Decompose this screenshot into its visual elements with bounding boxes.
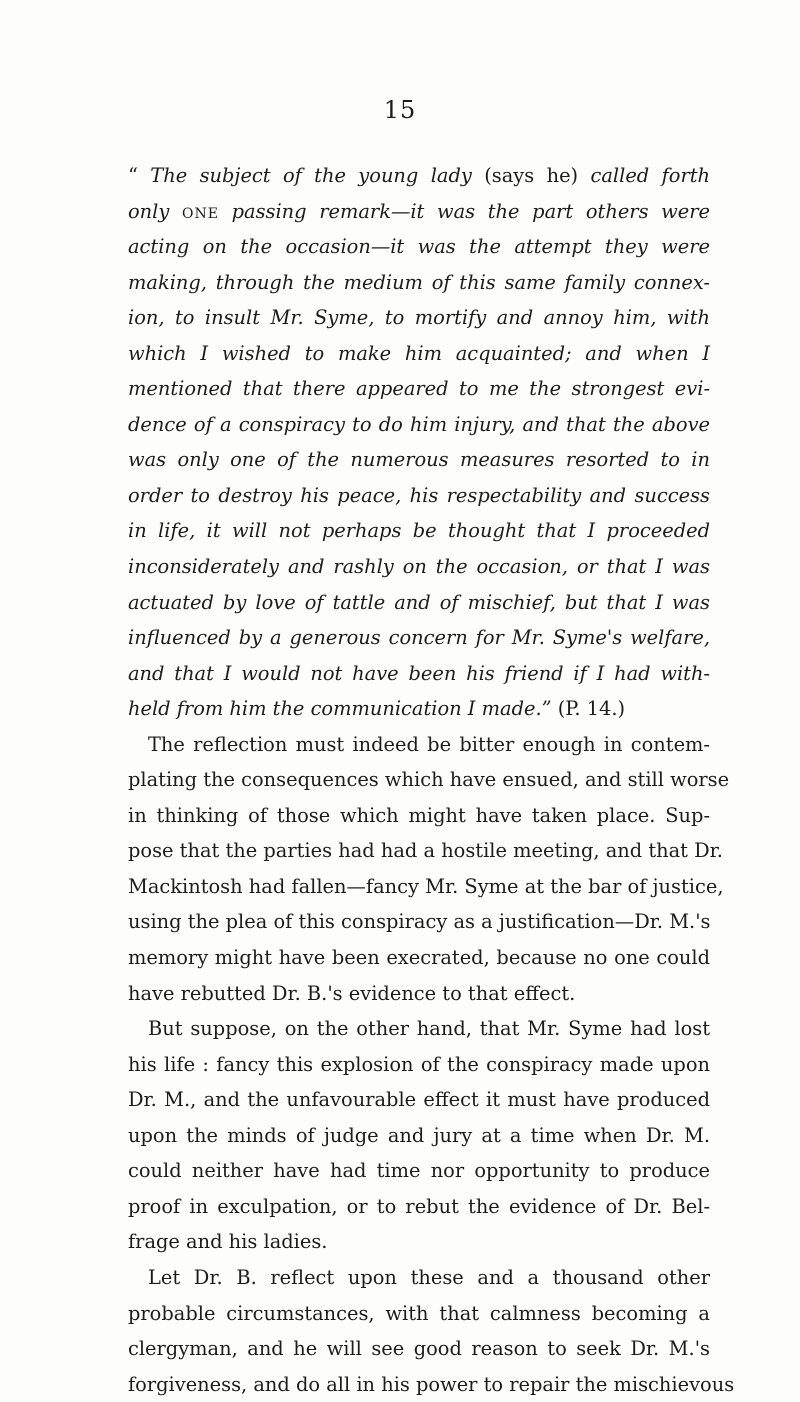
paragraph-line: The reflection must indeed be bitter enough in contem- <box>148 732 710 756</box>
quote-line: was only one of the numerous measures resorted to in <box>128 448 710 472</box>
quote-line: influenced by a generous concern for Mr. Syme's welfare, <box>128 626 710 650</box>
paragraph-line: memory might have been execrated, because no one could <box>128 946 710 970</box>
quote-text: held from him the communication I made.” <box>128 697 552 721</box>
paragraph-line: in thinking of those which might have taken place. Sup- <box>128 803 710 827</box>
paragraph-line: have rebutted Dr. B.'s evidence to that effect. <box>128 981 576 1005</box>
page-number: 15 <box>383 96 417 124</box>
paragraph-line: plating the consequences which have ensued, and still worse <box>128 768 730 792</box>
quote-line: inconsiderately and rashly on the occasion, or that I was <box>128 555 710 579</box>
quote-line: dence of a conspiracy to do him injury, and that the above <box>128 412 710 436</box>
paragraph-line: But suppose, on the other hand, that Mr. Syme had lost <box>148 1017 710 1041</box>
quote-line <box>128 194 710 230</box>
paragraph-line: Let Dr. B. reflect upon these and a thousand other <box>148 1265 710 1289</box>
quote-aside: (says he) <box>471 164 591 187</box>
paragraph-line: probable circumstances, with that calmness becoming a <box>128 1301 710 1325</box>
quote-smallcaps-word: one <box>181 199 219 223</box>
quote-line: which I wished to make him acquainted; and when I <box>128 341 710 365</box>
paragraph-line: his life : fancy this explosion of the conspiracy made upon <box>128 1052 710 1076</box>
quote-text: called forth <box>590 164 710 187</box>
paragraph-line: frage and his ladies. <box>128 1230 328 1254</box>
quote-line: and that I would not have been his friend if I had with- <box>128 661 710 685</box>
quote-text: passing remark—it was the part others were <box>218 199 710 223</box>
paragraph-line: could neither have had time nor opportunity to produce <box>128 1159 710 1183</box>
paragraph-line: using the plea of this conspiracy as a justification—Dr. M.'s <box>128 910 711 934</box>
quote-line: ion, to insult Mr. Syme, to mortify and annoy him, with <box>128 306 710 330</box>
quote-line: acting on the occasion—it was the attempt they were <box>128 235 710 259</box>
quote-open-mark: “ <box>128 164 151 187</box>
quote-line: making, through the medium of this same family connex- <box>128 270 710 294</box>
paragraph-line: clergyman, and he will see good reason to seek Dr. M.'s <box>128 1337 710 1361</box>
paragraph-line: upon the minds of judge and jury at a time when Dr. M. <box>128 1123 710 1147</box>
quote-line <box>128 691 710 727</box>
paragraph-line: forgiveness, and do all in his power to repair the mischievous <box>128 1372 735 1396</box>
quote-text: The subject of the young lady <box>150 164 472 187</box>
paragraph-line: pose that the parties had had a hostile meeting, and that Dr. <box>128 839 723 863</box>
quote-line: mentioned that there appeared to me the strongest evi- <box>128 377 710 401</box>
paragraph-line: Dr. M., and the unfavourable effect it must have produced <box>128 1088 710 1112</box>
quote-line <box>128 158 710 194</box>
paragraph-line: proof in exculpation, or to rebut the evidence of Dr. Bel- <box>128 1194 710 1218</box>
quote-citation: (P. 14.) <box>551 697 626 721</box>
quote-line: actuated by love of tattle and of mischief, but that I was <box>128 590 710 614</box>
paragraph-line: Mackintosh had fallen—fancy Mr. Syme at the bar of justice, <box>128 874 724 898</box>
page-body <box>128 158 735 1402</box>
quote-text: only <box>128 199 182 223</box>
quote-line: order to destroy his peace, his respectability and success <box>128 483 710 507</box>
quote-line: in life, it will not perhaps be thought that I proceeded <box>128 519 710 543</box>
